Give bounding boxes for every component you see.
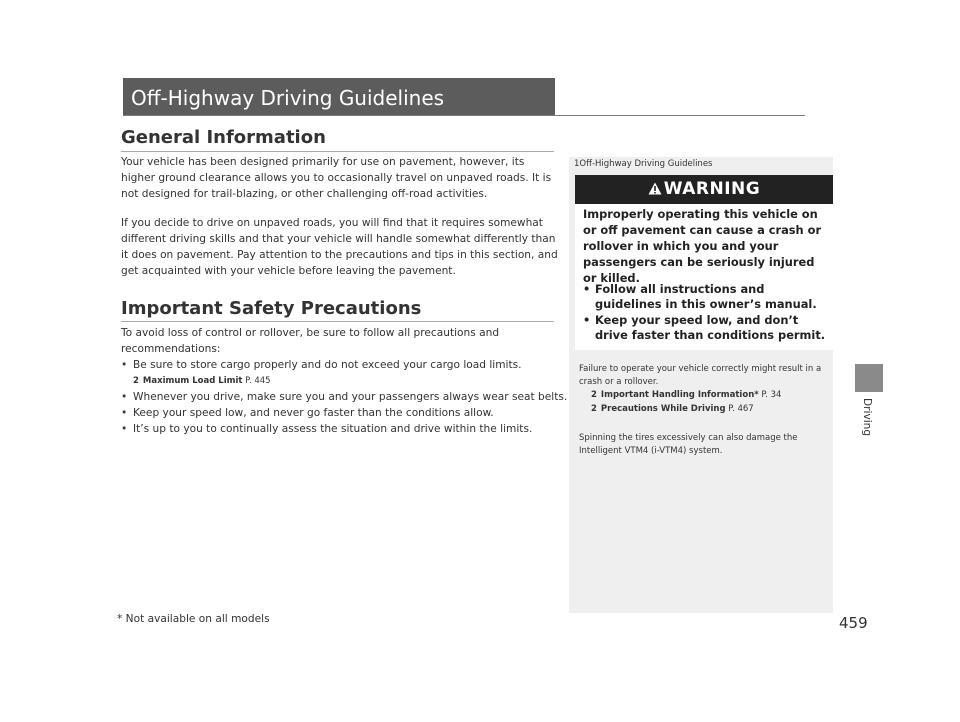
section-heading-safety: Important Safety Precautions bbox=[121, 298, 422, 319]
bullet-icon: • bbox=[121, 423, 128, 435]
chapter-tab-label: Driving bbox=[861, 398, 873, 437]
safety-intro: To avoid loss of control or rollover, be sure to follow all precautions and recommendations: bbox=[121, 327, 500, 355]
warning-label: WARNING bbox=[575, 179, 833, 199]
bullet-icon: • bbox=[583, 313, 591, 327]
section-heading-general: General Information bbox=[121, 127, 326, 148]
bullet-icon: • bbox=[121, 359, 128, 371]
section-rule bbox=[121, 321, 554, 322]
chapter-tab bbox=[855, 364, 883, 392]
page-title: Off-Highway Driving Guidelines bbox=[131, 86, 445, 110]
warning-bullet: • Keep your speed low, and don’t drive faster than conditions permit. bbox=[583, 313, 826, 342]
bullet-icon: • bbox=[121, 407, 128, 419]
reference-arrow-icon: 2 bbox=[591, 390, 597, 400]
title-rule bbox=[123, 115, 805, 116]
general-paragraph-1: Your vehicle has been designed primarily for use on pavement, however, its higher ground clearance allows you to occasionally travel on unpaved roads. It is not designed for trail-blazing, or other challenging off-road activities. bbox=[121, 156, 552, 200]
footnote: * Not available on all models bbox=[117, 613, 270, 625]
warning-bullet: • Follow all instructions and guidelines in this owner’s manual. bbox=[583, 282, 817, 311]
list-item: • Whenever you drive, make sure you and your passengers always wear seat belts. bbox=[121, 391, 568, 403]
side-note-heading: 1Off-Highway Driving Guidelines bbox=[574, 159, 713, 169]
list-item: • It’s up to you to continually assess the situation and drive within the limits. bbox=[121, 423, 533, 435]
cross-reference-link[interactable]: 2 Important Handling Information* P. 34 bbox=[591, 390, 782, 400]
bullet-icon: • bbox=[121, 391, 128, 403]
note-marker-icon: 1 bbox=[574, 159, 580, 169]
list-item: • Keep your speed low, and never go faster than the conditions allow. bbox=[121, 407, 494, 419]
page-number: 459 bbox=[839, 614, 868, 632]
side-note-paragraph-1: Failure to operate your vehicle correctly might result in a crash or a rollover. bbox=[579, 364, 822, 387]
list-item: • Be sure to store cargo properly and do not exceed your cargo load limits. bbox=[121, 359, 522, 371]
warning-text: Improperly operating this vehicle on or off pavement can cause a crash or rollover in which you and your passengers can be seriously injured or killed. bbox=[583, 207, 822, 285]
reference-arrow-icon: 2 bbox=[133, 376, 139, 386]
reference-arrow-icon: 2 bbox=[591, 404, 597, 414]
general-paragraph-2: If you decide to drive on unpaved roads, you will find that it requires somewhat different driving skills and that your vehicle will handle somewhat differently than it does on pavement. Pay attention to the precautions and tips in this section, and get acquainted with your vehicle before leaving the pavement. bbox=[121, 217, 558, 277]
warning-triangle-icon bbox=[648, 182, 662, 195]
side-note-paragraph-2: Spinning the tires excessively can also damage the Intelligent VTM4 (i-VTM4) system. bbox=[579, 433, 798, 456]
section-rule bbox=[121, 151, 554, 152]
cross-reference-link[interactable]: 2 Precautions While Driving P. 467 bbox=[591, 404, 754, 414]
bullet-icon: • bbox=[583, 282, 591, 296]
cross-reference-link[interactable]: 2 Maximum Load Limit P. 445 bbox=[133, 376, 271, 386]
